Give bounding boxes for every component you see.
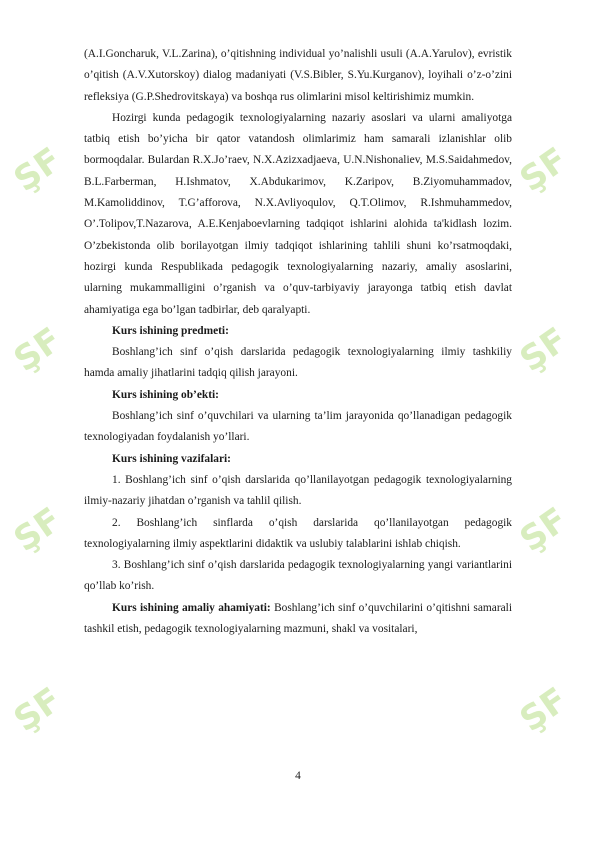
watermark: ŞF	[6, 319, 69, 381]
practical-significance-text: Boshlang’ich sinf o’quvchilarini o’qitishni samarali tashkil etish, pedagogik texnologiyalarning mazmuni, shakl va vositalari,	[84, 601, 513, 636]
heading-practical-significance: Kurs ishining amaliy ahamiyati:	[112, 601, 271, 614]
paragraph-object: Boshlang’ich sinf o’quvchilari va ularning ta’lim jarayonida qo’llanadigan pedagogik texnologiyadan foydalanish yo’llari.	[84, 410, 512, 444]
watermark: ŞF	[6, 679, 69, 741]
watermark: ŞF	[512, 679, 575, 741]
page-body	[84, 44, 512, 640]
heading-tasks: Kurs ishining vazifalari:	[112, 452, 231, 465]
heading-subject: Kurs ishining predmeti:	[112, 324, 229, 337]
watermark: ŞF	[6, 139, 69, 201]
watermark: ŞF	[6, 499, 69, 561]
paragraph-practical-significance	[84, 598, 512, 641]
paragraph-subject: Boshlang’ich sinf o’qish darslarida pedagogik texnologiyalarning ilmiy tashkiliy hamda amaliy jihatlarini tadqiq qilish jarayoni.	[84, 346, 512, 380]
page-number: 4	[295, 770, 301, 782]
task-item-2: 2. Boshlang’ich sinflarda o’qish darslarida qo’llanilayotgan pedagogik texnologiyalarning ilmiy aspektlarini didaktik va uslubiy talablarini ishlab chiqish.	[84, 516, 512, 550]
task-item-3: 3. Boshlang’ich sinf o’qish darslarida pedagogik texnologiyalarning yangi variantlarini qo’llab ko’rish.	[84, 559, 512, 593]
watermark: ŞF	[512, 319, 575, 381]
watermark: ŞF	[512, 499, 575, 561]
heading-object: Kurs ishining ob’ekti:	[112, 388, 219, 401]
paragraph-local-scholars: Hozirgi kunda pedagogik texnologiyalarning nazariy asoslari va ularni amaliyotga tatbiq etish bo’yicha bir qator vatandosh olimlarimiz ham samarali izlanishlar olib bormoqdalar. Bulardan R.X.Jo’raev, N.X.Azizxadjaeva, U.N.Nishonaliev, M.S.Saidahmedov, B.L.Farberman, H.Ishmatov, X.Abdukarimov, K.Zaripov, B.Ziyomuhammadov, M.Kamoliddinov, T.G’afforova, N.X.Avliyoqulov, Q.T.Olimov, R.Ishmuhammedov, O’.Tolipov,T.Nazarova, A.E.Kenjaboevlarning tadqiqot ishlarini alohida ta'kidlash lozim. O’zbekistonda olib borilayotgan ilmiy tadqiqot ishlarining tahlili shuni ko’rsatmoqdaki, hozirgi kunda Respublikada pedagogik texnologiyalarning nazariy, amaliy asoslarini, ularning mukammalligini o’rganish va o’quv-tarbiyaviy jarayonga tatbiq etish davlat ahamiyatiga ega bo’lgan tadbirlar, deb qaralyapti.	[84, 111, 512, 316]
watermark: ŞF	[512, 139, 575, 201]
task-item-1: 1. Boshlang’ich sinf o’qish darslarida qo’llanilayotgan pedagogik texnologiyalarning ilmiy-nazariy jihatdan o’rganish va tahlil qilish.	[84, 473, 512, 508]
paragraph-russian-scholars: (A.I.Goncharuk, V.L.Zarina), o’qitishning individual yo’nalishli usuli (A.A.Yarulov), evristik o’qitish (A.V.Xutorskoy) dialog madaniyati (V.S.Bibler, S.Yu.Kurganov), loyihali o’z-o’zini refleksiya (G.P.Shedrovitskaya) va boshqa rus olimlarini misol keltirishimiz mumkin.	[84, 48, 512, 103]
